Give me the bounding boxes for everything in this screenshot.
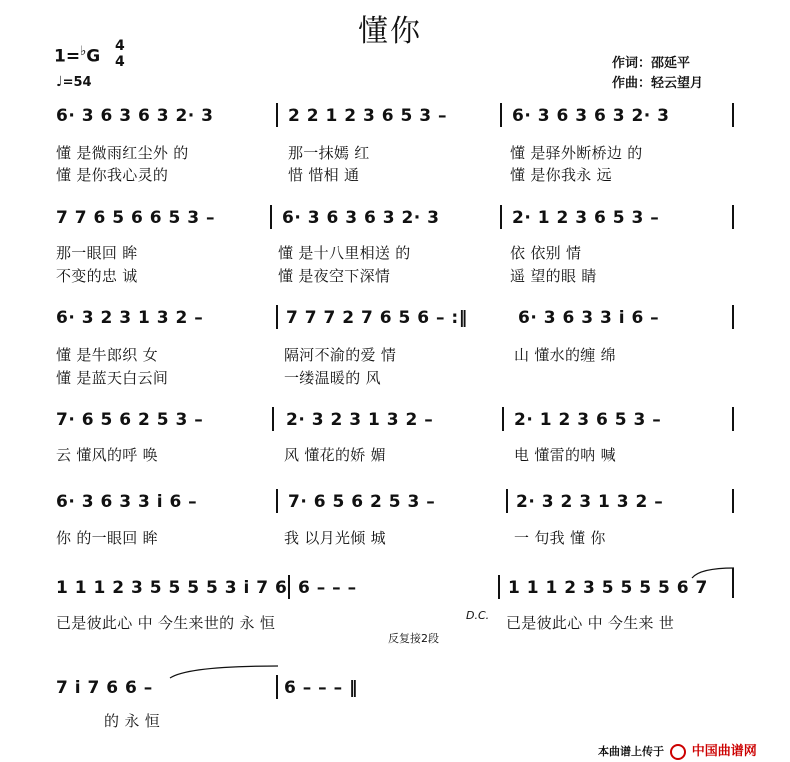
bar-line	[276, 103, 278, 127]
measure-notes: 2· 3 2 3 1 3 2 –	[516, 492, 664, 512]
page-title: 懂你	[358, 14, 422, 49]
measure-notes: 1 1 1 2 3 5 5 5 5 3 i 7 6	[56, 578, 288, 598]
lyric-line: 懂 是微雨红尘外 的	[56, 144, 189, 162]
tempo-marking: ♩=54	[56, 74, 92, 90]
bar-line	[270, 205, 272, 229]
lyric-line: 遥 望的眼 睛	[510, 267, 597, 285]
measure-notes: 7 7 7 2 7 6 5 6 – :‖	[286, 308, 468, 328]
lyric-line: 已是彼此心 中 今生来世的 永 恒	[56, 614, 276, 632]
measure-notes: 6· 3 6 3 6 3 2· 3	[56, 106, 214, 126]
lyric-line: 你 的一眼回 眸	[56, 529, 158, 547]
lyric-line: 风 懂花的娇 媚	[284, 446, 386, 464]
bar-line	[500, 103, 502, 127]
lyric-line: 依 依别 情	[510, 244, 582, 262]
lyric-line: 懂 是你我永 远	[510, 166, 612, 184]
measure-notes: 6· 3 2 3 1 3 2 –	[56, 308, 204, 328]
measure-notes: 7 i 7 6 6 –	[56, 678, 153, 698]
lyric-line: 那一抹嫣 红	[288, 144, 370, 162]
bar-line	[276, 489, 278, 513]
site-name: 中国曲谱网	[691, 744, 757, 759]
lyric-line: 懂 是蓝天白云间	[56, 369, 169, 387]
measure-notes: 6· 3 6 3 6 3 2· 3	[512, 106, 670, 126]
bar-line	[732, 103, 734, 127]
tie-mark	[168, 664, 280, 680]
lyric-line: 懂 是夜空下深情	[278, 267, 391, 285]
tie-mark	[690, 566, 736, 580]
bar-line	[732, 489, 734, 513]
lyric-line: 懂 是牛郎织 女	[56, 346, 158, 364]
measure-notes: 2· 3 2 3 1 3 2 –	[286, 410, 434, 430]
lyricist-credit: 作词：邵延平	[612, 56, 691, 71]
measure-notes: 6· 3 6 3 6 3 2· 3	[282, 208, 440, 228]
bar-line	[732, 205, 734, 229]
lyric-line: 山 懂水的缠 绵	[514, 346, 616, 364]
measure-notes: 6 – – – ‖	[284, 678, 359, 698]
lyric-line: 懂 是十八里相送 的	[278, 244, 411, 262]
repeat-instruction: 反复接2段	[388, 632, 439, 645]
lyric-line: 不变的忠 诚	[56, 267, 138, 285]
lyric-line: 一缕温暖的 风	[284, 369, 381, 387]
measure-notes: 2· 1 2 3 6 5 3 –	[512, 208, 660, 228]
measure-notes: 7 7 6 5 6 6 5 3 –	[56, 208, 215, 228]
bar-line	[276, 675, 278, 699]
lyric-line: 懂 是驿外断桥边 的	[510, 144, 643, 162]
measure-notes: 6· 3 6 3 3 i 6 –	[56, 492, 198, 512]
lyric-line: 电 懂雷的呐 喊	[514, 446, 616, 464]
measure-notes: 6· 3 6 3 3 i 6 –	[518, 308, 660, 328]
footer-upload-note: 本曲谱上传于 中国曲谱网	[598, 744, 757, 759]
bar-line	[276, 305, 278, 329]
site-logo-icon	[670, 744, 686, 760]
lyric-line: 我 以月光倾 城	[284, 529, 386, 547]
measure-notes: 1 1 1 2 3 5 5 5 5 6 7	[508, 578, 708, 598]
bar-line	[732, 305, 734, 329]
measure-notes: 2· 1 2 3 6 5 3 –	[514, 410, 662, 430]
lyric-line: 一 句我 懂 你	[514, 529, 606, 547]
measure-notes: 2 2 1 2 3 6 5 3 –	[288, 106, 447, 126]
bar-line	[732, 568, 734, 598]
bar-line	[732, 407, 734, 431]
composer-credit: 作曲：轻云望月	[612, 76, 704, 91]
lyric-line: 隔河不渝的爱 情	[284, 346, 397, 364]
lyric-line: 惜 惜相 通	[288, 166, 360, 184]
lyric-line: 的 永 恒	[104, 712, 161, 730]
lyric-line: 懂 是你我心灵的	[56, 166, 169, 184]
measure-notes: 7· 6 5 6 2 5 3 –	[288, 492, 436, 512]
bar-line	[506, 489, 508, 513]
time-signature: 4 4	[115, 38, 125, 70]
bar-line	[272, 407, 274, 431]
lyric-line: 已是彼此心 中 今生来 世	[506, 614, 675, 632]
measure-notes: 7· 6 5 6 2 5 3 –	[56, 410, 204, 430]
quarter-note-icon: ♩	[56, 74, 63, 90]
da-capo-mark: D.C.	[466, 609, 490, 622]
lyric-line: 那一眼回 眸	[56, 244, 138, 262]
key-signature: 1=♭G	[54, 44, 101, 67]
bar-line	[498, 575, 500, 599]
measure-notes: 6 – – –	[298, 578, 357, 598]
bar-line	[288, 575, 290, 599]
bar-line	[500, 205, 502, 229]
bar-line	[502, 407, 504, 431]
lyric-line: 云 懂风的呼 唤	[56, 446, 158, 464]
